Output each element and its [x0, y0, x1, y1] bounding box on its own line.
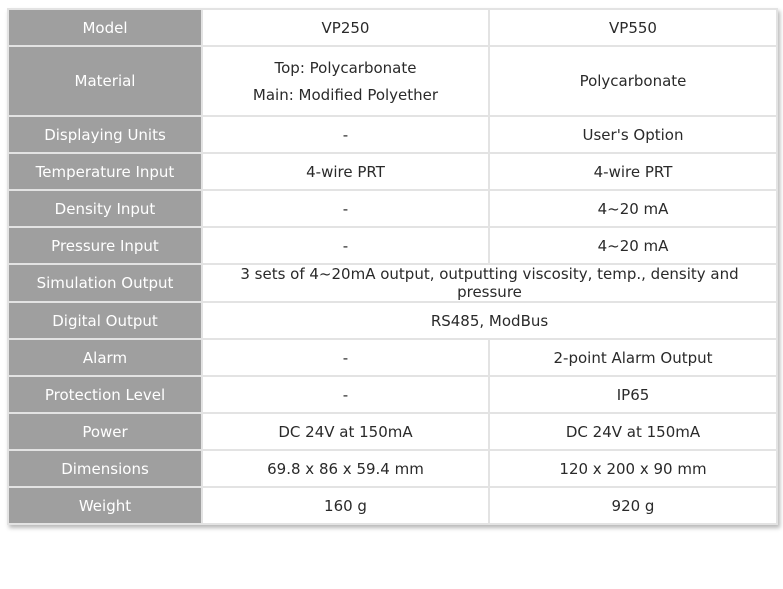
- material-top-text: Top: Polycarbonate: [274, 58, 417, 77]
- row-label: Dimensions: [8, 450, 202, 487]
- cell-shared: 3 sets of 4~20mA output, outputting viscosity, temp., density and pressure: [202, 264, 777, 302]
- cell-vp550: 4~20 mA: [489, 227, 777, 264]
- cell-vp550: 120 x 200 x 90 mm: [489, 450, 777, 487]
- table-row-density-input: [8, 190, 777, 227]
- cell-shared: RS485, ModBus: [202, 302, 777, 339]
- table-row-power: [8, 413, 777, 450]
- row-label: Protection Level: [8, 376, 202, 413]
- cell-vp250: 160 g: [202, 487, 489, 524]
- cell-vp250: [202, 46, 489, 116]
- row-label: Alarm: [8, 339, 202, 376]
- table-row-model: [8, 9, 777, 46]
- cell-vp550: IP65: [489, 376, 777, 413]
- table-row-protection-level: [8, 376, 777, 413]
- row-label: Density Input: [8, 190, 202, 227]
- cell-vp550: 2-point Alarm Output: [489, 339, 777, 376]
- row-label: Model: [8, 9, 202, 46]
- cell-vp550: VP550: [489, 9, 777, 46]
- table-row-dimensions: [8, 450, 777, 487]
- cell-vp550: DC 24V at 150mA: [489, 413, 777, 450]
- cell-vp250: -: [202, 190, 489, 227]
- cell-vp550: User's Option: [489, 116, 777, 153]
- row-label: Simulation Output: [8, 264, 202, 302]
- cell-vp250: -: [202, 339, 489, 376]
- material-main-text: Main: Modified Polyether: [252, 85, 439, 104]
- row-label: Weight: [8, 487, 202, 524]
- row-label: Material: [8, 46, 202, 116]
- table-row-displaying-units: [8, 116, 777, 153]
- cell-vp550: Polycarbonate: [489, 46, 777, 116]
- row-label: Power: [8, 413, 202, 450]
- table-row-weight: [8, 487, 777, 524]
- cell-vp550: 4~20 mA: [489, 190, 777, 227]
- table-row-digital-output: [8, 302, 777, 339]
- cell-vp250: VP250: [202, 9, 489, 46]
- spec-table: [7, 8, 778, 525]
- row-label: Displaying Units: [8, 116, 202, 153]
- cell-vp250: DC 24V at 150mA: [202, 413, 489, 450]
- cell-vp250: -: [202, 227, 489, 264]
- row-label: Digital Output: [8, 302, 202, 339]
- table-row-temperature-input: [8, 153, 777, 190]
- cell-vp250: -: [202, 376, 489, 413]
- cell-vp250: 4-wire PRT: [202, 153, 489, 190]
- cell-vp250: 69.8 x 86 x 59.4 mm: [202, 450, 489, 487]
- row-label: Temperature Input: [8, 153, 202, 190]
- cell-vp550: 4-wire PRT: [489, 153, 777, 190]
- table-row-pressure-input: [8, 227, 777, 264]
- table-row-simulation-output: [8, 264, 777, 302]
- row-label: Pressure Input: [8, 227, 202, 264]
- table-row-alarm: [8, 339, 777, 376]
- cell-vp250: -: [202, 116, 489, 153]
- cell-vp550: 920 g: [489, 487, 777, 524]
- table-row-material: [8, 46, 777, 116]
